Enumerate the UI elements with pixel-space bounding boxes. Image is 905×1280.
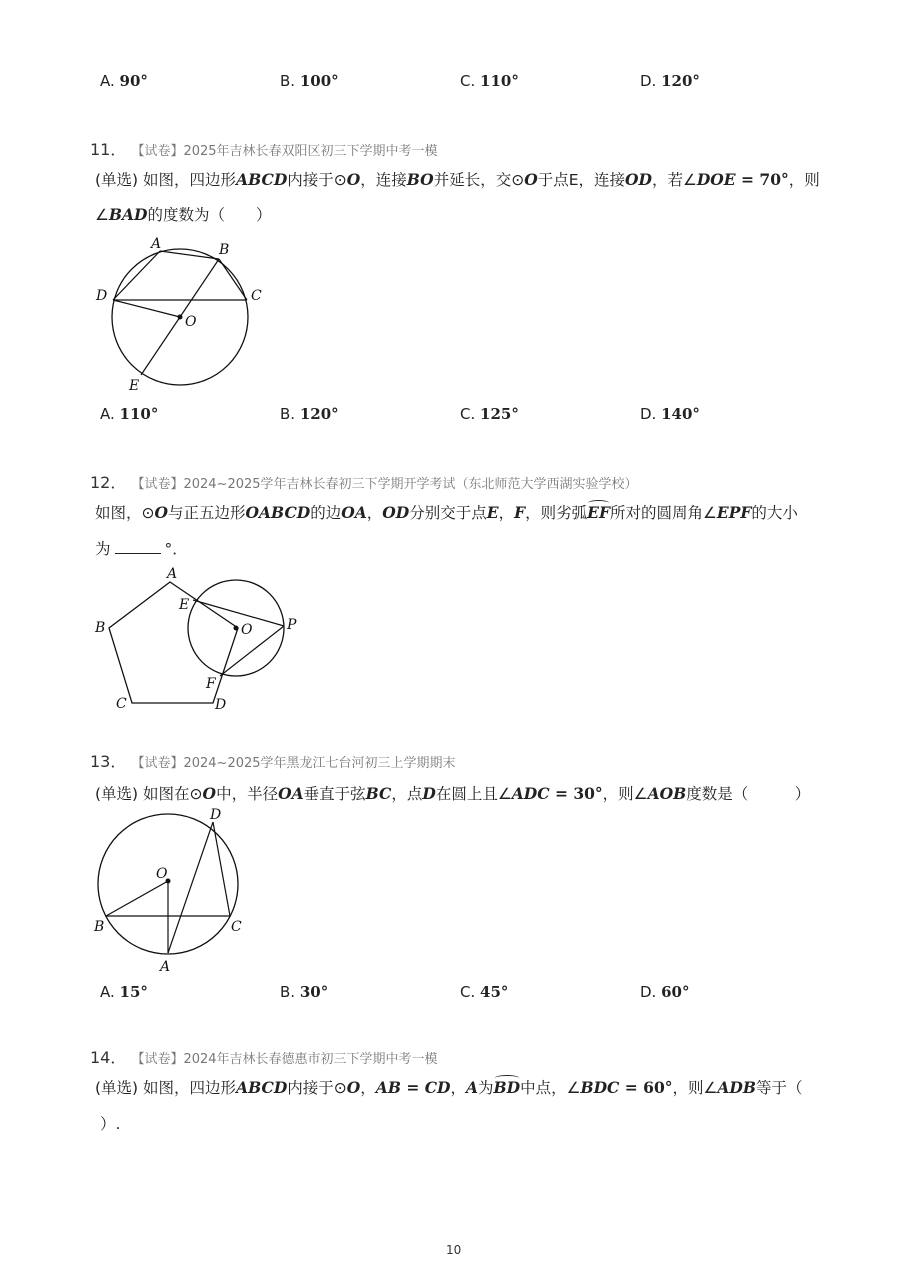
- math-var: O: [346, 1078, 361, 1097]
- center-point: [234, 626, 239, 631]
- label-d: D: [96, 288, 108, 304]
- stem-text: 的大小: [751, 504, 798, 522]
- stem-text: 内接于⊙: [287, 1079, 347, 1097]
- math-value: = 30°: [549, 784, 603, 803]
- option-value: 30°: [299, 983, 329, 1001]
- option-value: 60°: [661, 983, 690, 1001]
- stem-text: 如图在⊙: [143, 785, 203, 803]
- question-type: (单选): [95, 171, 139, 189]
- q14-header: [90, 1045, 438, 1068]
- pentagon: [109, 582, 238, 703]
- question-type: (单选): [95, 1079, 139, 1097]
- q10-option-d[interactable]: [640, 72, 700, 90]
- stem-text: 如图，四边形: [143, 1079, 237, 1097]
- label-e: E: [129, 378, 140, 394]
- q11-option-a[interactable]: [100, 405, 158, 423]
- q11-stem-line2: [95, 203, 272, 225]
- stem-text: ，: [450, 1079, 466, 1097]
- math-var: F: [514, 503, 526, 522]
- option-letter: C.: [460, 405, 476, 423]
- option-letter: D.: [640, 72, 657, 90]
- label-o: O: [156, 866, 168, 882]
- q10-option-b[interactable]: [280, 72, 339, 90]
- question-source: 【试卷】2024~2025学年吉林长春初三下学期开学考试（东北师范大学西湖实验学校）: [131, 477, 638, 492]
- question-source: 【试卷】2024~2025学年黑龙江七台河初三上学期期末: [131, 756, 456, 771]
- stem-text: 为: [478, 1079, 494, 1097]
- label-o: O: [185, 314, 197, 330]
- stem-text: ，点: [391, 785, 423, 803]
- segment-dc: [213, 822, 230, 916]
- stem-text: 中点，∠: [520, 1079, 581, 1097]
- label-c: C: [251, 288, 262, 304]
- stem-text: ，: [360, 1079, 376, 1097]
- stem-text: 并延长，交⊙: [433, 171, 525, 189]
- option-letter: A.: [100, 983, 115, 1001]
- label-f: F: [206, 676, 216, 692]
- answer-blank[interactable]: [115, 539, 161, 554]
- option-letter: B.: [280, 983, 296, 1001]
- question-type: (单选): [95, 785, 139, 803]
- math-var: OD: [625, 170, 652, 189]
- q11-header: [90, 137, 438, 160]
- q10-option-c[interactable]: [460, 72, 519, 90]
- stem-text: ，连接: [360, 171, 407, 189]
- stem-text: 内接于⊙: [287, 171, 347, 189]
- q13-option-c[interactable]: [460, 983, 508, 1001]
- option-letter: C.: [460, 72, 476, 90]
- option-letter: C.: [460, 983, 476, 1001]
- stem-text: 如图，四边形: [143, 171, 237, 189]
- math-var: OABCD: [245, 503, 311, 522]
- stem-text: 等于（: [755, 1079, 803, 1097]
- math-var: DOE: [696, 170, 736, 189]
- stem-text: ，: [498, 504, 515, 522]
- math-var: O: [346, 170, 361, 189]
- q12-stem-line2: [95, 537, 188, 559]
- label-o: O: [241, 622, 253, 638]
- option-letter: B.: [280, 72, 296, 90]
- stem-text: 为: [95, 540, 111, 558]
- math-var: BO: [406, 170, 434, 189]
- segment-ad: [168, 822, 213, 953]
- q11-figure: [90, 230, 290, 400]
- q13-figure: [88, 804, 258, 976]
- q11-option-c[interactable]: [460, 405, 519, 423]
- q12-header: [90, 470, 638, 493]
- math-var: O: [202, 784, 217, 803]
- math-var: ADB: [717, 1078, 756, 1097]
- stem-text: ，则: [788, 171, 820, 189]
- question-number: 12．: [90, 473, 127, 492]
- label-d: D: [210, 807, 222, 823]
- math-var: ADC: [511, 784, 550, 803]
- stem-text: ∠: [95, 206, 109, 224]
- math-var: O: [524, 170, 538, 189]
- option-value: 15°: [119, 983, 148, 1001]
- q13-option-d[interactable]: [640, 983, 689, 1001]
- segment-ob: [106, 881, 168, 916]
- math-var: BC: [365, 784, 392, 803]
- q10-option-a[interactable]: [100, 72, 148, 90]
- math-var: BAD: [108, 205, 148, 224]
- math-var: OD: [382, 503, 410, 522]
- label-a: A: [151, 236, 162, 252]
- q12-figure: [90, 562, 320, 722]
- q13-header: [90, 749, 456, 772]
- label-b: B: [95, 620, 106, 636]
- q13-option-a[interactable]: [100, 983, 148, 1001]
- math-var: OA: [341, 503, 367, 522]
- stem-text: ）.: [100, 1115, 121, 1133]
- option-value: 125°: [480, 405, 519, 423]
- math-var: EPF: [716, 503, 752, 522]
- label-b: B: [94, 919, 105, 935]
- q14-stem-line1: [95, 1076, 803, 1098]
- option-value: 110°: [480, 72, 519, 90]
- option-letter: A.: [100, 72, 115, 90]
- stem-text: 垂直于弦: [303, 785, 366, 803]
- label-d: D: [215, 697, 227, 713]
- option-value: 140°: [661, 405, 700, 423]
- option-value: 110°: [119, 405, 159, 423]
- segment-bc: [219, 259, 247, 300]
- label-e: E: [179, 597, 190, 613]
- label-c: C: [116, 696, 127, 712]
- math-var: E: [486, 503, 499, 522]
- math-var: A: [466, 1078, 479, 1097]
- option-value: 90°: [119, 72, 148, 90]
- q11-option-b[interactable]: [280, 405, 339, 423]
- stem-text: 的边: [310, 504, 342, 522]
- stem-text: 的度数为（ ）: [147, 206, 272, 224]
- math-var: O: [154, 503, 169, 522]
- stem-text: 与正五边形: [168, 504, 246, 522]
- math-expr: AB = CD: [375, 1078, 451, 1097]
- arc-bd: BD: [493, 1078, 521, 1097]
- option-value: 120°: [299, 405, 339, 423]
- option-letter: B.: [280, 405, 296, 423]
- question-source: 【试卷】2025年吉林长春双阳区初三下学期中考一模: [131, 144, 438, 159]
- option-value: 45°: [480, 983, 509, 1001]
- stem-text: ，若∠: [651, 171, 697, 189]
- option-letter: A.: [100, 405, 115, 423]
- page-number: 10: [446, 1243, 462, 1257]
- stem-text: °．: [164, 540, 188, 558]
- option-letter: D.: [640, 983, 657, 1001]
- q11-option-d[interactable]: [640, 405, 700, 423]
- stem-text: ，则∠: [602, 785, 648, 803]
- math-var: OA: [278, 784, 304, 803]
- stem-text: 在圆上且∠: [435, 785, 512, 803]
- q13-option-b[interactable]: [280, 983, 328, 1001]
- segment-ab: [160, 251, 219, 259]
- question-source: 【试卷】2024年吉林长春德惠市初三下学期中考一模: [131, 1052, 438, 1067]
- segment-da: [113, 251, 160, 300]
- math-var: D: [422, 784, 436, 803]
- math-var: BDC: [580, 1078, 620, 1097]
- label-b: B: [219, 242, 230, 258]
- label-p: P: [287, 617, 297, 633]
- stem-text: 分别交于点: [409, 504, 487, 522]
- question-number: 14．: [90, 1048, 127, 1067]
- option-value: 120°: [661, 72, 700, 90]
- stem-text: 中，半径: [216, 785, 279, 803]
- stem-text: ，则∠: [672, 1079, 718, 1097]
- option-value: 100°: [299, 72, 339, 90]
- option-letter: D.: [640, 405, 657, 423]
- question-number: 11．: [90, 140, 127, 159]
- stem-text: ，则劣弧: [525, 504, 588, 522]
- segment-do: [113, 300, 180, 317]
- q13-stem-line1: [95, 782, 810, 804]
- q12-stem-line1: [95, 501, 798, 523]
- label-c: C: [231, 919, 242, 935]
- math-var: ABCD: [236, 1078, 288, 1097]
- center-point: [178, 315, 183, 320]
- math-var: AOB: [647, 784, 687, 803]
- stem-text: 于点E，连接: [537, 171, 625, 189]
- q11-stem-line1: [95, 168, 820, 190]
- stem-text: 所对的圆周角∠: [609, 504, 717, 522]
- math-value: = 60°: [619, 1078, 673, 1097]
- stem-text: 度数是（ ）: [686, 785, 811, 803]
- segment-ep: [193, 600, 284, 626]
- math-value: = 70°: [735, 170, 789, 189]
- stem-text: 如图，⊙: [95, 504, 155, 522]
- stem-text: ，: [366, 504, 383, 522]
- math-var: ABCD: [236, 170, 288, 189]
- arc-ef: EF: [587, 503, 610, 522]
- q14-stem-line2: [100, 1112, 120, 1134]
- label-a: A: [160, 959, 171, 975]
- label-a: A: [167, 566, 178, 582]
- question-number: 13．: [90, 752, 127, 771]
